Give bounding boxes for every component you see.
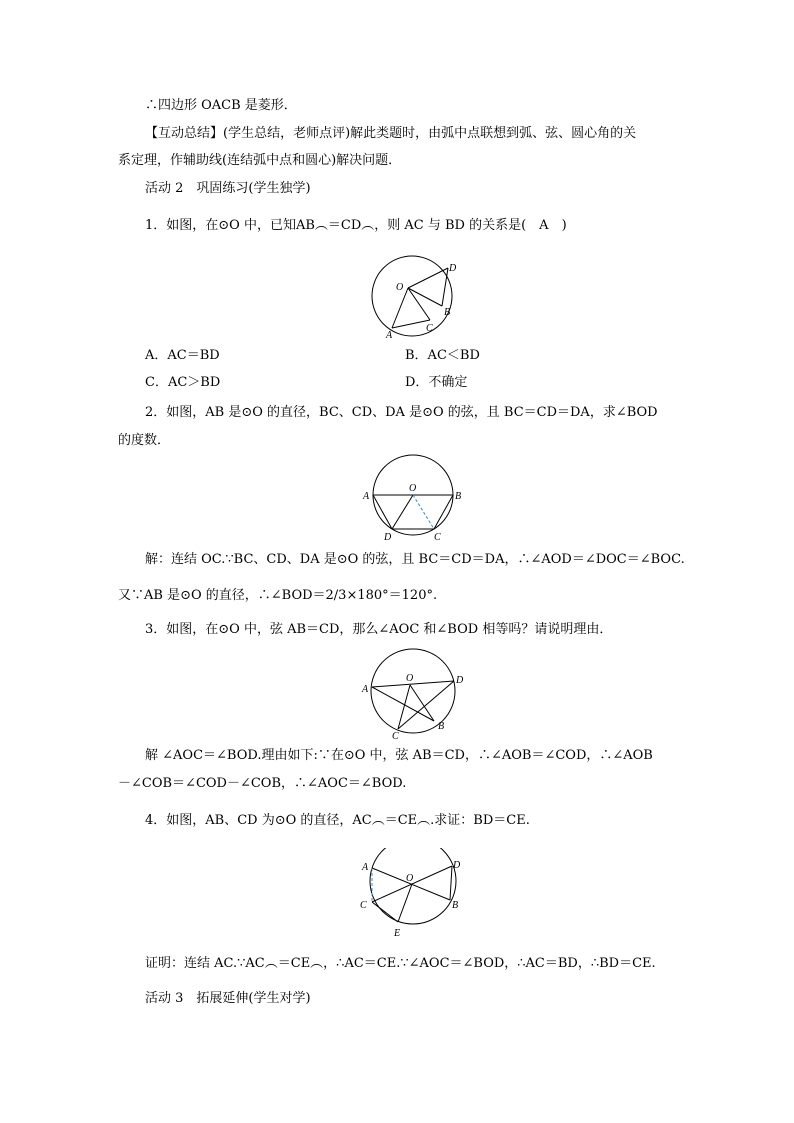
solution-2: 解：连结 OC.∵BC、CD、DA 是⊙O 的弦，且 BC＝CD＝DA，∴∠AOD＝∠DOC＝∠BOC. <box>145 552 685 567</box>
option-d: D．不确定 <box>405 375 468 390</box>
question-1: 1．如图，在⊙O 中，已知AB︵＝CD︵，则 AC 与 BD 的关系是( A ) <box>145 218 567 233</box>
text-line: 活动 2 巩固练习(学生独学) <box>145 181 311 196</box>
point-label: O <box>396 282 404 293</box>
figure-2 <box>358 453 468 543</box>
question-4: 4．如图，AB、CD 为⊙O 的直径，AC︵＝CE︵.求证：BD＝CE. <box>145 813 530 828</box>
text-line: ∴四边形 OACB 是菱形． <box>145 98 297 113</box>
point-label: O <box>406 873 414 884</box>
option-a: A．AC＝BD <box>145 348 220 363</box>
question-2: 2．如图，AB 是⊙O 的直径，BC、CD、DA 是⊙O 的弦，且 BC＝CD＝DA，求∠BOD <box>145 405 658 420</box>
figure-4 <box>358 848 468 943</box>
option-c: C．AC＞BD <box>145 375 221 390</box>
point-label: C <box>360 900 367 911</box>
point-label: D <box>456 675 464 686</box>
point-label: O <box>406 673 414 684</box>
point-label: C <box>426 323 433 334</box>
proof-4: 证明：连结 AC.∵AC︵＝CE︵，∴AC＝CE.∵∠AOC＝∠BOD，∴AC＝BD，∴BD＝CE. <box>145 956 656 971</box>
text-line: 活动 3 拓展延伸(学生对学) <box>145 991 311 1006</box>
point-label: A <box>363 491 370 502</box>
figure-1 <box>360 248 470 348</box>
text-line: 系定理，作辅助线(连结弧中点和圆心)解决问题． <box>118 153 402 168</box>
point-label: C <box>434 532 441 543</box>
point-label: A <box>362 862 369 873</box>
point-label: B <box>438 721 445 732</box>
point-label: E <box>394 928 401 939</box>
point-label: B <box>452 900 459 911</box>
text-line: 的度数． <box>118 433 171 448</box>
point-label: O <box>409 483 417 494</box>
point-label: A <box>386 330 393 341</box>
point-label: D <box>449 263 457 274</box>
point-label: B <box>444 307 451 318</box>
question-3: 3．如图，在⊙O 中，弦 AB＝CD，那么∠AOC 和∠BOD 相等吗？请说明理由． <box>145 622 613 637</box>
point-label: B <box>455 491 462 502</box>
option-b: B．AC＜BD <box>405 348 480 363</box>
point-label: C <box>392 731 399 740</box>
text-line: 【互动总结】(学生总结，老师点评)解此类题时，由弧中点联想到弧、弦、圆心角的关 <box>145 126 637 141</box>
solution-3: 解 ∠AOC＝∠BOD.理由如下:∵在⊙O 中，弦 AB＝CD，∴∠AOB＝∠COD，∴∠AOB <box>145 748 653 763</box>
point-label: D <box>384 532 392 543</box>
point-label: A <box>362 684 369 695</box>
figure-3 <box>358 645 468 740</box>
text-line: －∠COB＝∠COD－∠COB，∴∠AOC＝∠BOD. <box>118 776 407 791</box>
point-label: D <box>453 860 461 871</box>
text-line: 又∵AB 是⊙O 的直径，∴∠BOD＝2/3×180°＝120°. <box>118 588 438 603</box>
